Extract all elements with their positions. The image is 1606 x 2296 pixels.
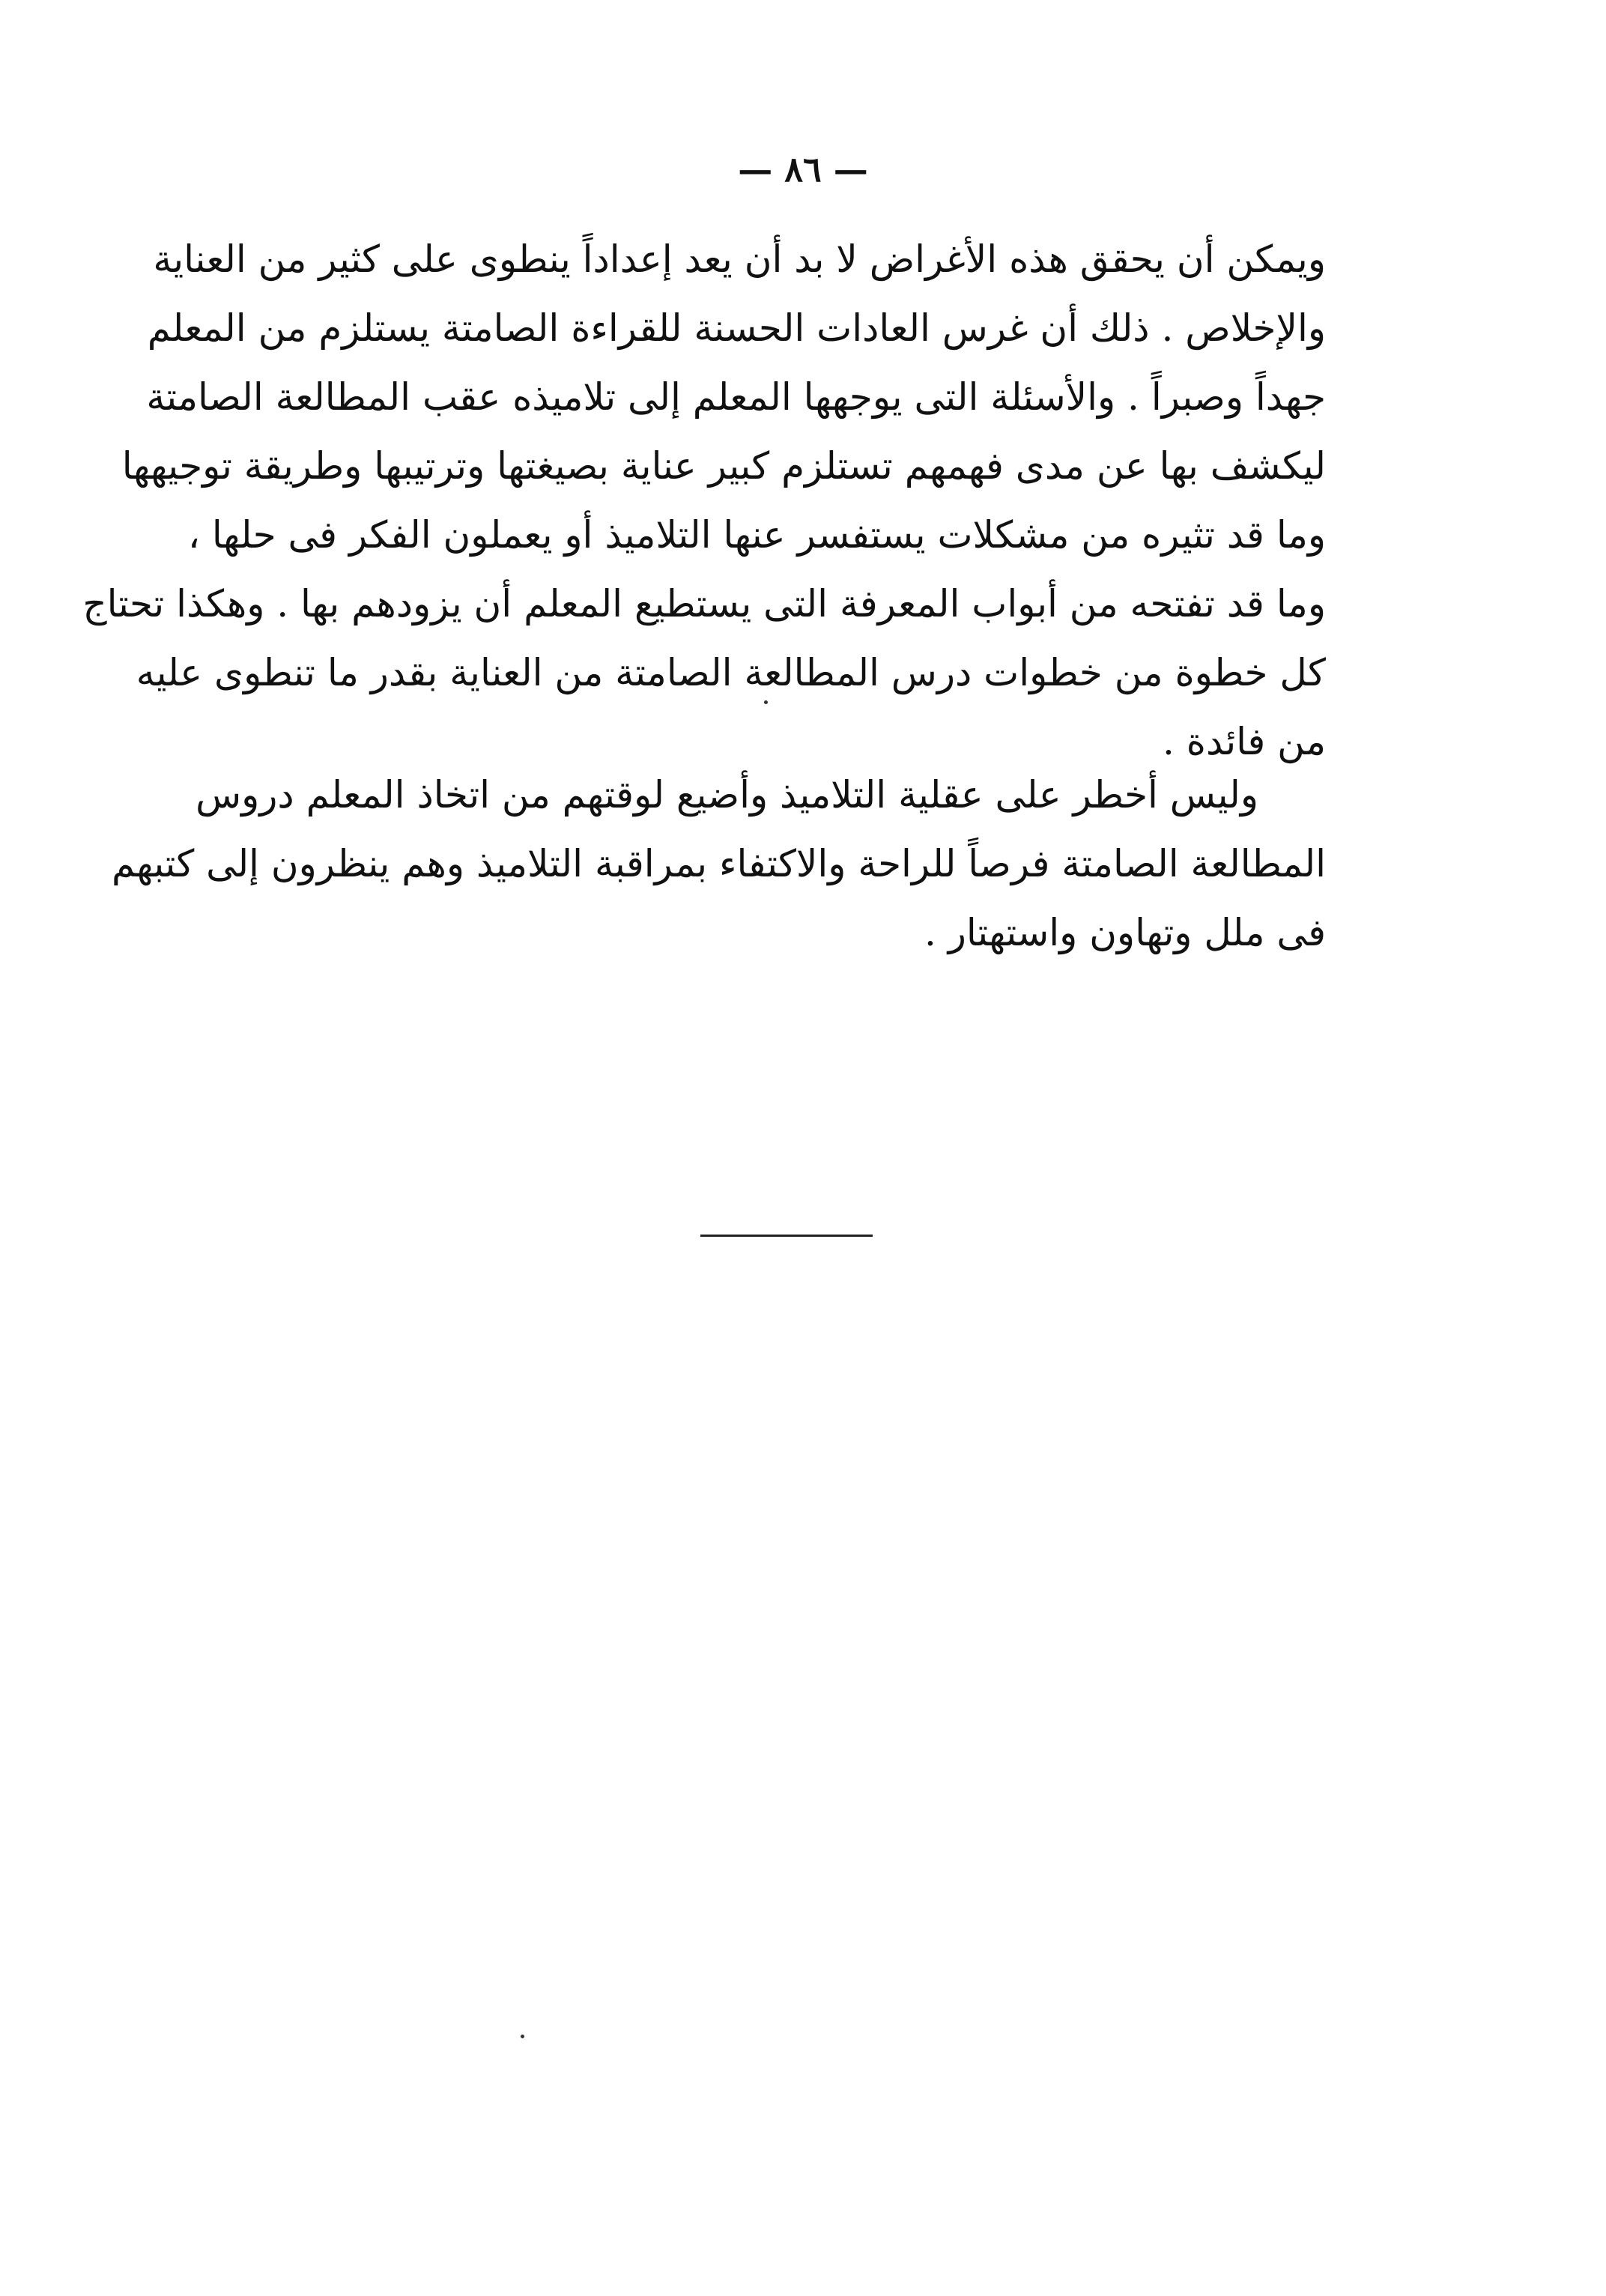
text-line: وليس أخطر على عقلية التلاميذ وأضيع لوقتهم من اتخاذ المعلم دروس <box>196 773 1258 817</box>
text-line: كل خطوة من خطوات درس المطالعة الصامتة من العناية بقدر ما تنطوى عليه <box>136 651 1326 694</box>
paragraph-1 <box>82 225 1326 776</box>
page-number: — ٨٦ — <box>738 149 868 190</box>
text-line: المطالعة الصامتة فرصاً للراحة والاكتفاء بمراقبة التلاميذ وهم ينظرون إلى كتبهم <box>111 842 1326 885</box>
text-line: وما قد تفتحه من أبواب المعرفة التى يستطيع المعلم أن يزودهم بها . وهكذا تحتاج <box>82 582 1326 626</box>
text-line: ليكشف بها عن مدى فهمهم تستلزم كبير عناية بصيغتها وترتيبها وطريقة توجيهها <box>121 444 1326 488</box>
text-line: من فائدة . <box>1162 720 1326 763</box>
text-line: جهداً وصبراً . والأسئلة التى يوجهها المعلم إلى تلاميذه عقب المطالعة الصامتة <box>146 375 1326 419</box>
text-line: ويمكن أن يحقق هذه الأغراض لا بد أن يعد إعداداً ينطوى على كثير من العناية <box>153 237 1326 281</box>
text-line: فى ملل وتهاون واستهتار . <box>924 911 1326 954</box>
text-line: والإخلاص . ذلك أن غرس العادات الحسنة للقراءة الصامتة يستلزم من المعلم <box>147 306 1326 350</box>
scan-speck <box>521 2035 524 2038</box>
section-separator <box>700 1235 873 1237</box>
paragraph-2 <box>111 760 1326 967</box>
scan-speck <box>764 700 768 704</box>
text-line: وما قد تثيره من مشكلات يستفسر عنها التلاميذ أو يعملون الفكر فى حلها ، <box>187 513 1326 557</box>
